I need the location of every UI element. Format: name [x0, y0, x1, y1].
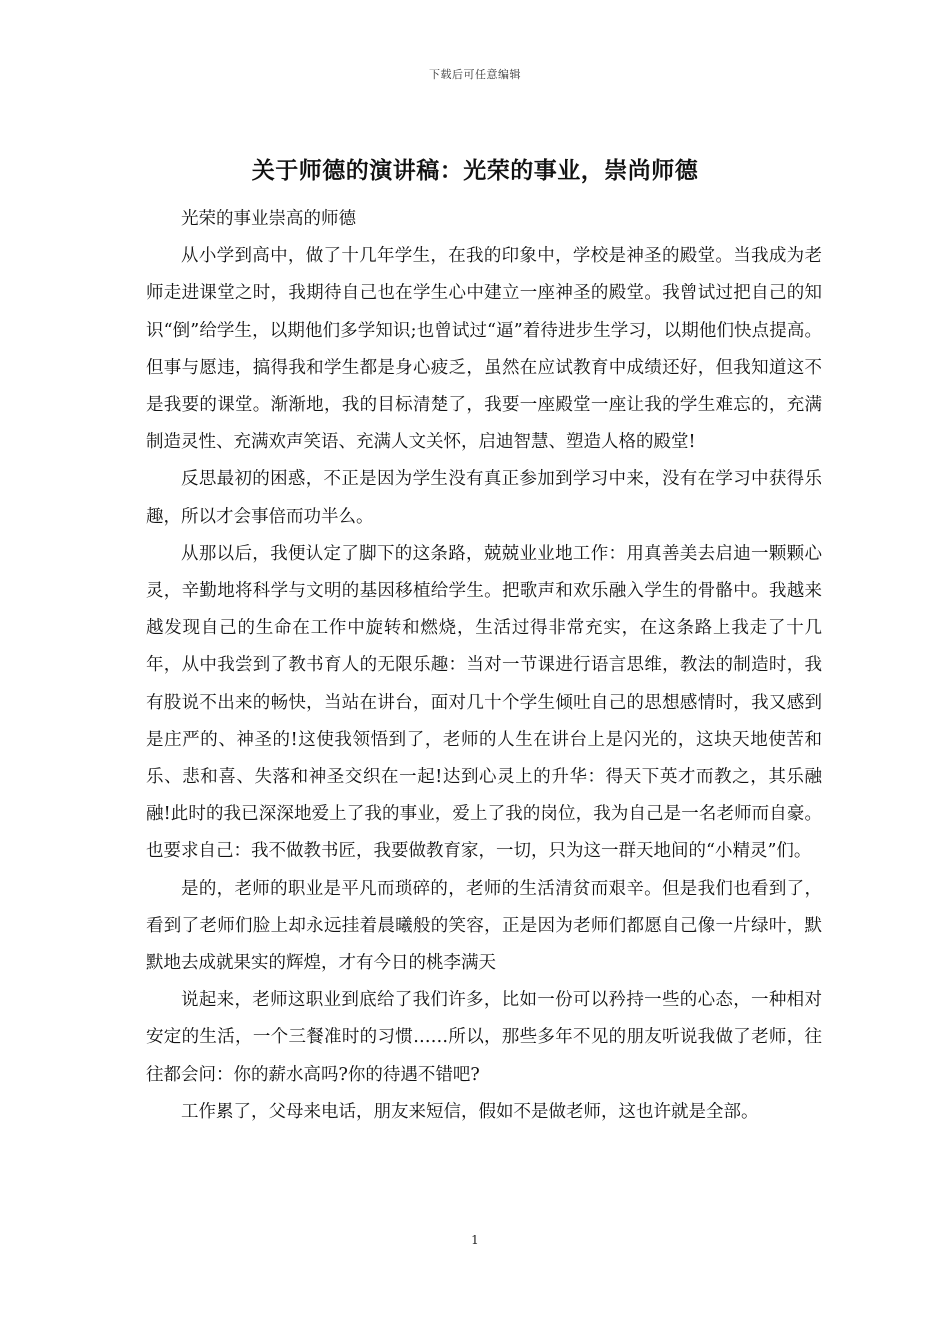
paragraph: 是的，老师的职业是平凡而琐碎的，老师的生活清贫而艰辛。但是我们也看到了，看到了老师们脸上却永远挂着晨曦般的笑容，正是因为老师们都愿自己像一片绿叶，默默地去成就果实的辉煌，才有今日的桃李满天	[146, 878, 822, 974]
paragraph: 从小学到高中，做了十几年学生，在我的印象中，学校是神圣的殿堂。当我成为老师走进课堂之时，我期待自己也在学生心中建立一座神圣的殿堂。我曾试过把自己的知识“倒”给学生，以期他们多学知识;也曾试过“逼”着待进步生学习，以期他们快点提高。但事与愿违，搞得我和学生都是身心疲乏，虽然在应试教育中成绩还好，但我知道这不是我要的课堂。渐渐地，我的目标清楚了，我要一座殿堂一座让我的学生难忘的，充满制造灵性、充满欢声笑语、充满人文关怀，启迪智慧、塑造人格的殿堂!	[146, 246, 822, 453]
paragraph-subtitle: 光荣的事业崇高的师德	[181, 209, 356, 229]
paragraph: 说起来，老师这职业到底给了我们许多，比如一份可以矜持一些的心态，一种相对安定的生活，一个三餐准时的习惯……所以，那些多年不见的朋友听说我做了老师，往往都会问：你的薪水高吗?你的待遇不错吧?	[146, 990, 822, 1085]
page-header: 下载后可任意编辑	[429, 68, 521, 81]
document-body	[146, 201, 822, 1131]
document-title: 关于师德的演讲稿：光荣的事业，崇尚师德	[251, 157, 699, 184]
page-number: 1	[471, 1233, 479, 1247]
paragraph: 工作累了，父母来电话，朋友来短信，假如不是做老师，这也许就是全部。	[181, 1101, 759, 1122]
paragraph: 反思最初的困惑，不正是因为学生没有真正参加到学习中来，没有在学习中获得乐趣，所以才会事倍而功半么。	[146, 469, 822, 527]
paragraph: 从那以后，我便认定了脚下的这条路，兢兢业业地工作：用真善美去启迪一颗颗心灵，辛勤地将科学与文明的基因移植给学生。把歌声和欢乐融入学生的骨骼中。我越来越发现自己的生命在工作中旋转和燃烧，生活过得非常充实，在这条路上我走了十几年，从中我尝到了教书育人的无限乐趣：当对一节课进行语言思维，教法的制造时，我有股说不出来的畅快，当站在讲台，面对几十个学生倾吐自己的思想感情时，我又感到是庄严的、神圣的!这使我领悟到了，老师的人生在讲台上是闪光的，这块天地使苦和乐、悲和喜、失落和神圣交织在一起!达到心灵上的升华：得天下英才而教之，其乐融融!此时的我已深深地爱上了我的事业，爱上了我的岗位，我为自己是一名老师而自豪。也要求自己：我不做教书匠，我要做教育家，一切，只为这一群天地间的“小精灵”们。	[146, 543, 822, 862]
